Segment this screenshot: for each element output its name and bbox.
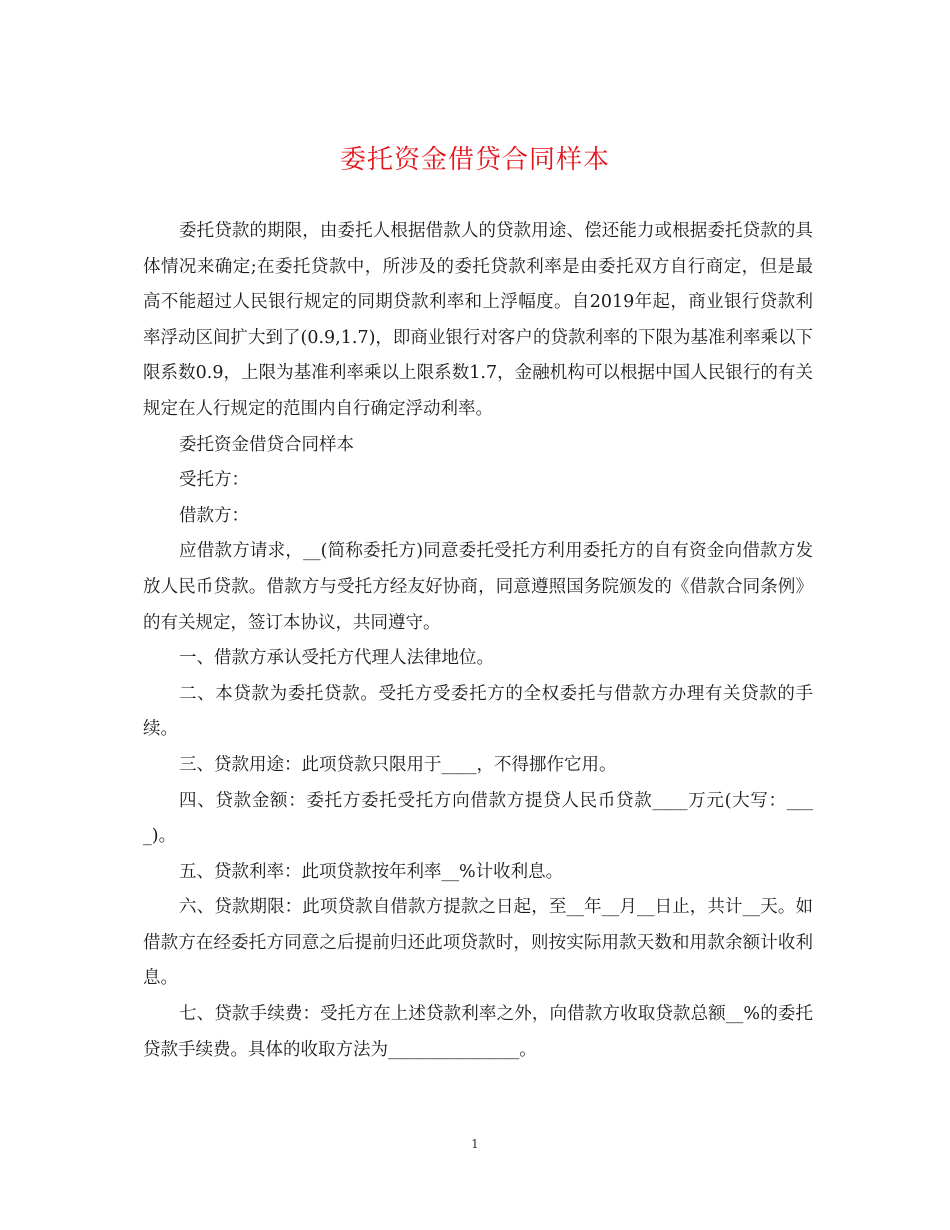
document-title: 委托资金借贷合同样本 [339,145,610,175]
page-number: 1 [471,1137,479,1151]
clause-1: 一、借款方承认受托方代理人法律地位。 [179,648,494,669]
borrower-party-line: 借款方： [179,505,249,526]
clause-4: 四、贷款金额：委托方委托受托方向借款方提贷人民币贷款____万元(大写：____)。 [143,790,813,847]
clause-7: 七、贷款手续费：受托方在上述贷款利率之外，向借款方收取贷款总额__%的委托贷款手续费。具体的收取方法为_______________。 [143,1004,813,1060]
clause-3: 三、贷款用途：此项贷款只限用于____，不得挪作它用。 [179,754,617,775]
preamble-paragraph: 应借款方请求，__(简称委托方)同意委托受托方利用委托方的自有资金向借款方发放人民币贷款。借款方与受托方经友好协商，同意遵照国务院颁发的《借款合同条例》的有关规定，签订本协议，共同遵守。 [143,541,813,633]
intro-paragraph: 委托贷款的期限，由委托人根据借款人的贷款用途、偿还能力或根据委托贷款的具体情况来确定;在委托贷款中，所涉及的委托贷款利率是由委托双方自行商定，但是最高不能超过人民银行规定的同期贷款利率和上浮幅度。自2019年起，商业银行贷款利率浮动区间扩大到了(0.9,1.7)，即商业银行对客户的贷款利率的下限为基准利率乘以下限系数0.9，上限为基准利率乘以上限系数1.7，金融机构可以根据中国人民银行的有关规定在人行规定的范围内自行确定浮动利率。 [143,221,813,419]
clause-6: 六、贷款期限：此项贷款自借款方提款之日起，至__年__月__日止，共计__天。如借款方在经委托方同意之后提前归还此项贷款时，则按实际用款天数和用款余额计收利息。 [143,897,813,989]
document-body [143,214,813,1068]
clause-5: 五、贷款利率：此项贷款按年利率__%计收利息。 [179,861,564,882]
clause-2: 二、本贷款为委托贷款。受托方受委托方的全权委托与借款方办理有关贷款的手续。 [143,683,813,740]
trustee-party-line: 受托方： [179,470,249,491]
contract-heading: 委托资金借贷合同样本 [179,434,354,455]
